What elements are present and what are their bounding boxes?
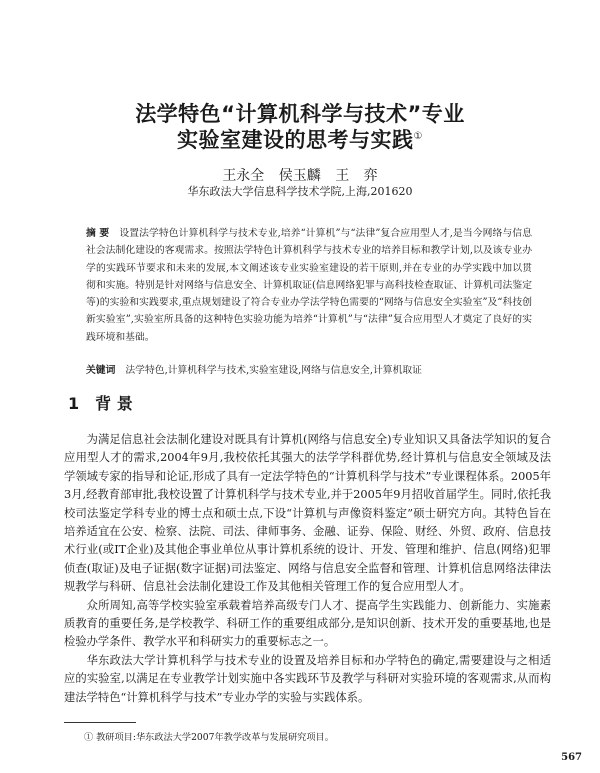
section-title: 背 景 [95,394,133,413]
abstract [86,225,532,346]
title-line-2-text: 实验室建设的思考与实践 [177,128,414,152]
paragraph-2: 众所周知,高等学校实验室承载着培养高级专门人才、提高学生实践能力、创新能力、实施素质教育的重要任务,是学校教学、科研工作的重要组成部分,是知识创新、技术开发的重要基地,也是检验办学条件、教学水平和科研实力的重要标志之一。 [64,598,551,649]
title-footnote-marker: ① [413,131,423,142]
paragraph-3: 华东政法大学计算机科学与技术专业的设置及培养目标和办学特色的确定,需要建设与之相适应的实验室,以满足在专业教学计划实施中各实践环节及教学与科研对实验环境的客观需求,从而构建法学特色“计算机科学与技术”专业办学的实验与实践体系。 [64,653,551,704]
section-heading [68,391,133,414]
paragraph-1: 为满足信息社会法制化建设对既具有计算机(网络与信息安全)专业知识又具备法学知识的复合应用型人才的需求,2004年9月,我校依托其强大的法学学科群优势,经计算机与信息安全领域及法学领域专家的指导和论证,形成了具有一定法学特色的“计算机科学与技术”专业课程体系。2005年3月,经教育部审批,我校设置了计算机科学与技术专业,并于2005年9月招收首届学生。同时,依托我校司法鉴定学科专业的博士点和硕士点,下设“计算机与声像资料鉴定”硕士研究方向。其特色旨在培养适宜在公安、检察、法院、司法、律师事务、金融、证券、保险、财经、外贸、政府、信息技术行业(或IT企业)及其他企事业单位从事计算机系统的设计、开发、管理和维护、信息(网络)犯罪侦查(取证)及电子证据(数字证据)司法鉴定、网络与信息安全监督和管理、计算机信息网络法律法规教学与科研、信息社会法制化建设工作及其他相关管理工作的复合应用型人才。 [64,433,551,594]
section-number: 1 [68,394,80,413]
authors: 王永全 侯玉麟 王 弈 [222,168,378,184]
page-number: 567 [561,752,582,763]
keywords-text: 法学特色,计算机科学与技术,实验室建设,网络与信息安全,计算机取证 [125,365,422,376]
affiliation: 华东政法大学信息科学技术学院,上海,201620 [187,185,413,198]
footnote-rule [64,722,136,723]
keywords [86,362,532,376]
abstract-text: 设置法学特色计算机科学与技术专业,培养“计算机”与“法律”复合应用型人才,是当今网络与信息社会法制化建设的客观需求。按照法学特色计算机科学与技术专业的培养目标和教学计划,以及该专业办学的实践环节要求和未来的发展,本文阐述该专业实验室建设的若干原则,并在专业的办学实践中加以贯彻和实施。特别是针对网络与信息安全、计算机取证(信息网络犯罪与高科技检查取证、计算机司法鉴定等)的实验和实践要求,重点规划建设了符合专业办学法学特色需要的“网络与信息安全实验室”及“科技创新实验室”,实验室所具备的这种特色实验功能为培养“计算机”与“法律”复合应用型人才奠定了良好的实践环境和基础。 [86,228,532,343]
body-text [64,431,551,707]
abstract-label: 摘 要 [86,228,110,239]
title-line-2 [0,124,600,154]
title-line-1: 法学特色“计算机科学与技术”专业 [135,102,465,126]
keywords-label: 关键词 [86,365,116,376]
footnote: ① 教研项目:华东政法大学2007年教学改革与发展研究项目。 [84,732,334,743]
